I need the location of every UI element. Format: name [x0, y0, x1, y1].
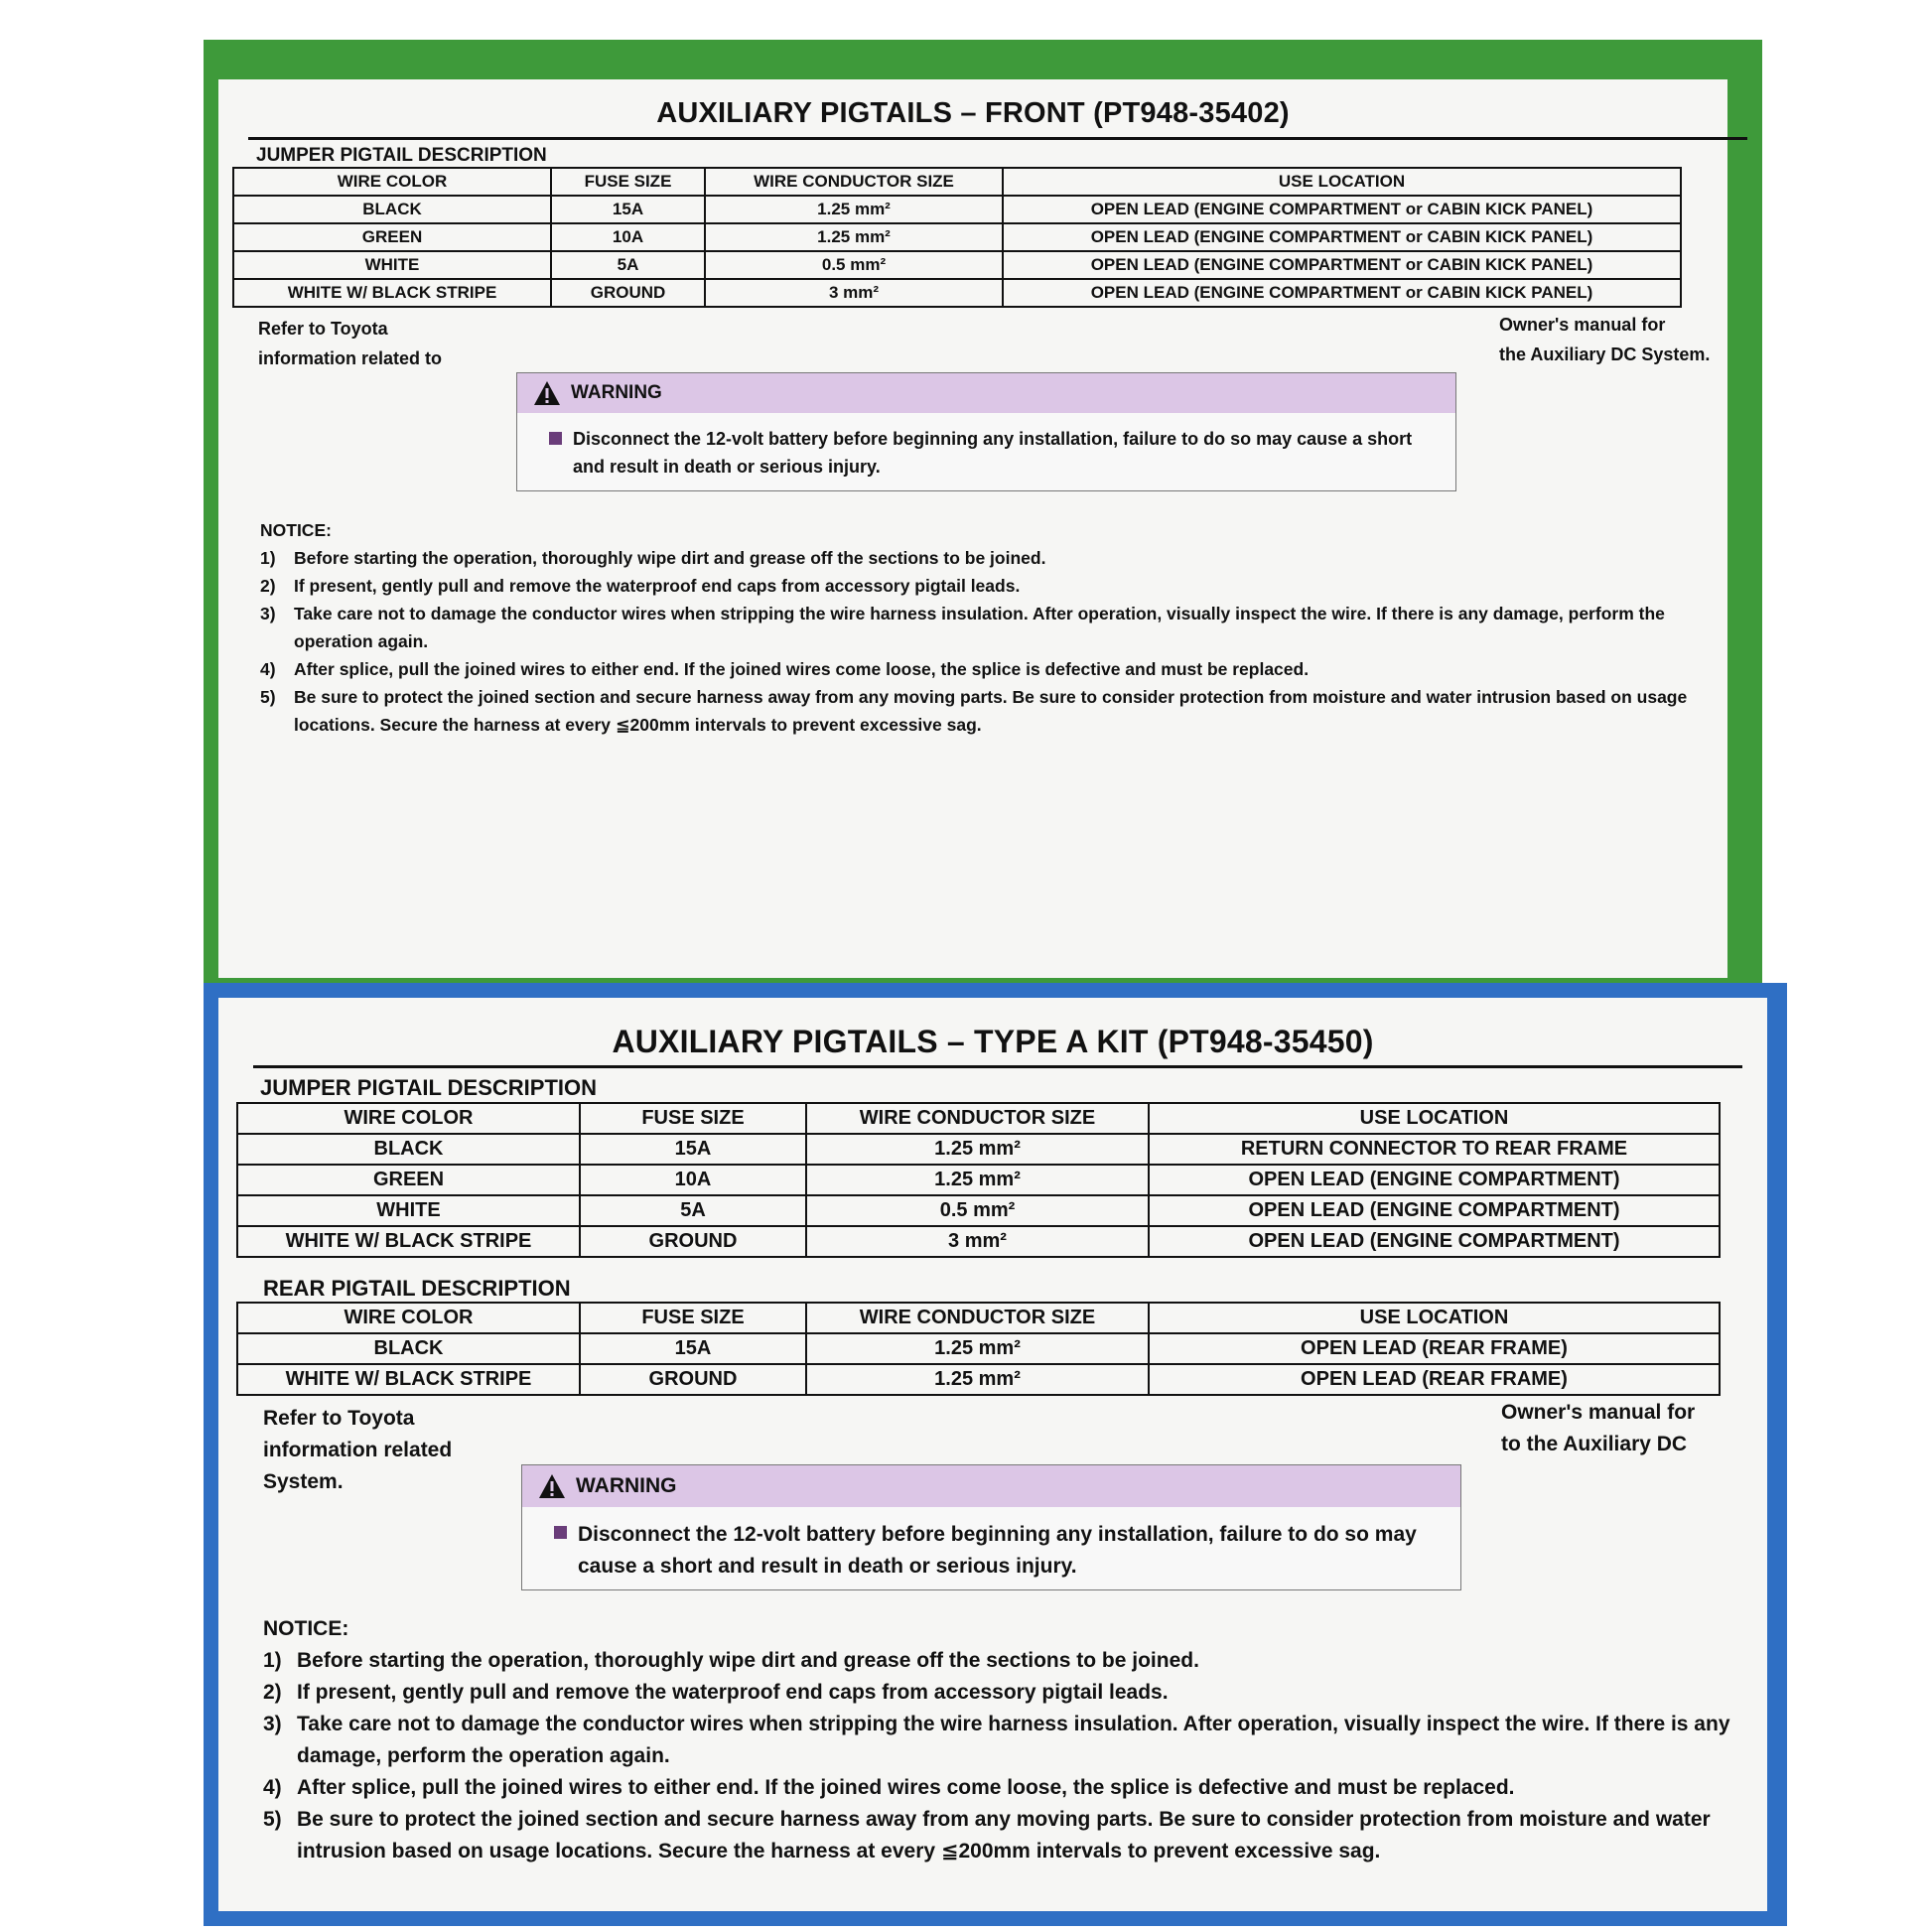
- header-conductor-size: WIRE CONDUCTOR SIZE: [705, 168, 1003, 196]
- cell-conductor-size: 1.25 mm²: [806, 1134, 1149, 1165]
- cell-conductor-size: 3 mm²: [705, 279, 1003, 307]
- table-row: [237, 1364, 1720, 1395]
- notice-text: If present, gently pull and remove the waterproof end caps from accessory pigtail leads.: [294, 576, 1021, 596]
- front-jumper-label: JUMPER PIGTAIL DESCRIPTION: [256, 145, 547, 166]
- notice-title: NOTICE:: [260, 520, 332, 540]
- list-item: [263, 1677, 1732, 1709]
- front-refer-left: [258, 314, 442, 373]
- warning-header: [522, 1465, 1460, 1507]
- cell-fuse-size: GROUND: [580, 1364, 806, 1395]
- list-item: [260, 544, 1710, 572]
- front-pigtail-card: [218, 79, 1727, 978]
- table-row: [237, 1165, 1720, 1195]
- cell-fuse-size: 5A: [580, 1195, 806, 1226]
- cell-use-location: RETURN CONNECTOR TO REAR FRAME: [1149, 1134, 1720, 1165]
- typea-rear-header-row: [237, 1303, 1720, 1333]
- refer-right-line: Owner's manual for: [1501, 1401, 1696, 1424]
- cell-use-location: OPEN LEAD (ENGINE COMPARTMENT): [1149, 1226, 1720, 1257]
- notice-text: Before starting the operation, thoroughly wipe dirt and grease off the sections to be joined.: [297, 1649, 1199, 1672]
- refer-right-line: Owner's manual for: [1499, 315, 1666, 335]
- list-item: [263, 1709, 1732, 1772]
- warning-title: WARNING: [571, 382, 662, 403]
- warning-text: Disconnect the 12-volt battery before beginning any installation, failure to do so may cause a short and result in death or serious injury.: [578, 1523, 1417, 1578]
- cell-conductor-size: 1.25 mm²: [806, 1165, 1149, 1195]
- header-use-location: USE LOCATION: [1149, 1103, 1720, 1134]
- cell-use-location: OPEN LEAD (ENGINE COMPARTMENT or CABIN KICK PANEL): [1003, 279, 1681, 307]
- warning-body: [517, 413, 1455, 481]
- front-jumper-table: [232, 167, 1682, 308]
- cell-conductor-size: 3 mm²: [806, 1226, 1149, 1257]
- typea-notice: [263, 1613, 1732, 1867]
- cell-fuse-size: 15A: [580, 1134, 806, 1165]
- header-use-location: USE LOCATION: [1149, 1303, 1720, 1333]
- front-title-rule: [248, 137, 1747, 140]
- list-item: [263, 1645, 1732, 1677]
- warning-title: WARNING: [576, 1474, 677, 1497]
- table-row: [237, 1195, 1720, 1226]
- cell-wire-color: WHITE W/ BLACK STRIPE: [237, 1364, 580, 1395]
- header-wire-color: WIRE COLOR: [237, 1303, 580, 1333]
- notice-number: 2): [260, 576, 276, 596]
- cell-conductor-size: 1.25 mm²: [705, 196, 1003, 223]
- refer-right-line: to the Auxiliary DC: [1501, 1433, 1688, 1455]
- table-row: [237, 1134, 1720, 1165]
- list-item: [260, 683, 1710, 739]
- header-use-location: USE LOCATION: [1003, 168, 1681, 196]
- refer-left-line: information related: [263, 1439, 453, 1461]
- notice-number: 3): [263, 1713, 282, 1735]
- notice-text: If present, gently pull and remove the waterproof end caps from accessory pigtail leads.: [297, 1681, 1169, 1704]
- cell-fuse-size: GROUND: [551, 279, 705, 307]
- typea-card-title: AUXILIARY PIGTAILS – TYPE A KIT (PT948-35450): [612, 1024, 1374, 1059]
- notice-number: 1): [263, 1649, 282, 1672]
- notice-number: 4): [260, 659, 276, 679]
- notice-text: After splice, pull the joined wires to either end. If the joined wires come loose, the splice is defective and must be replaced.: [294, 659, 1310, 679]
- cell-wire-color: GREEN: [233, 223, 551, 251]
- cell-fuse-size: GROUND: [580, 1226, 806, 1257]
- cell-use-location: OPEN LEAD (REAR FRAME): [1149, 1364, 1720, 1395]
- front-warning-box: [516, 372, 1456, 491]
- table-row: [237, 1226, 1720, 1257]
- cell-wire-color: BLACK: [237, 1333, 580, 1364]
- cell-conductor-size: 1.25 mm²: [806, 1333, 1149, 1364]
- header-fuse-size: FUSE SIZE: [580, 1103, 806, 1134]
- refer-left-line: Refer to Toyota: [263, 1407, 415, 1430]
- list-item: [263, 1804, 1732, 1867]
- front-refer-right: [1499, 310, 1710, 369]
- table-row: [233, 279, 1681, 307]
- cell-conductor-size: 1.25 mm²: [705, 223, 1003, 251]
- notice-text: After splice, pull the joined wires to either end. If the joined wires come loose, the splice is defective and must be replaced.: [297, 1776, 1515, 1799]
- header-conductor-size: WIRE CONDUCTOR SIZE: [806, 1303, 1149, 1333]
- warning-text: Disconnect the 12-volt battery before beginning any installation, failure to do so may cause a short and result in death or serious injury.: [573, 429, 1413, 477]
- table-row: [233, 223, 1681, 251]
- warning-body: [522, 1507, 1460, 1583]
- typea-title-rule: [253, 1065, 1742, 1068]
- cell-fuse-size: 10A: [580, 1165, 806, 1195]
- typea-jumper-table: [236, 1102, 1721, 1258]
- warning-bullet-icon: [549, 432, 562, 445]
- header-fuse-size: FUSE SIZE: [551, 168, 705, 196]
- cell-use-location: OPEN LEAD (ENGINE COMPARTMENT or CABIN KICK PANEL): [1003, 251, 1681, 279]
- header-conductor-size: WIRE CONDUCTOR SIZE: [806, 1103, 1149, 1134]
- cell-fuse-size: 5A: [551, 251, 705, 279]
- typea-refer-left: [263, 1403, 452, 1498]
- cell-wire-color: WHITE W/ BLACK STRIPE: [237, 1226, 580, 1257]
- notice-number: 5): [260, 687, 276, 707]
- notice-text: Take care not to damage the conductor wires when stripping the wire harness insulation. After operation, visually inspect the wire. If there is any damage, perform the operation again.: [297, 1713, 1730, 1767]
- front-card-title: AUXILIARY PIGTAILS – FRONT (PT948-35402): [656, 97, 1290, 129]
- cell-wire-color: WHITE: [237, 1195, 580, 1226]
- cell-fuse-size: 15A: [551, 196, 705, 223]
- cell-fuse-size: 10A: [551, 223, 705, 251]
- cell-conductor-size: 1.25 mm²: [806, 1364, 1149, 1395]
- cell-conductor-size: 0.5 mm²: [806, 1195, 1149, 1226]
- list-item: [260, 655, 1710, 683]
- notice-number: 1): [260, 548, 276, 568]
- notice-text: Before starting the operation, thoroughly wipe dirt and grease off the sections to be joined.: [294, 548, 1046, 568]
- front-table-header-row: [233, 168, 1681, 196]
- warning-triangle-icon: [533, 380, 561, 406]
- list-item: [260, 600, 1710, 655]
- front-notice: [260, 516, 1710, 739]
- table-row: [233, 196, 1681, 223]
- typea-rear-label: REAR PIGTAIL DESCRIPTION: [263, 1276, 571, 1301]
- cell-wire-color: BLACK: [237, 1134, 580, 1165]
- typea-warning-box: [521, 1464, 1461, 1590]
- cell-wire-color: BLACK: [233, 196, 551, 223]
- list-item: [263, 1772, 1732, 1804]
- typea-refer-right: [1501, 1397, 1695, 1460]
- table-row: [237, 1333, 1720, 1364]
- notice-number: 2): [263, 1681, 282, 1704]
- warning-header: [517, 373, 1455, 413]
- header-wire-color: WIRE COLOR: [237, 1103, 580, 1134]
- notice-text: Take care not to damage the conductor wires when stripping the wire harness insulation. After operation, visually inspect the wire. If there is any damage, perform the operation again.: [294, 604, 1665, 651]
- refer-left-line: Refer to Toyota: [258, 319, 388, 339]
- cell-wire-color: GREEN: [237, 1165, 580, 1195]
- cell-use-location: OPEN LEAD (ENGINE COMPARTMENT): [1149, 1165, 1720, 1195]
- list-item: [260, 572, 1710, 600]
- notice-number: 5): [263, 1808, 282, 1831]
- notice-number: 3): [260, 604, 276, 623]
- cell-use-location: OPEN LEAD (ENGINE COMPARTMENT): [1149, 1195, 1720, 1226]
- header-wire-color: WIRE COLOR: [233, 168, 551, 196]
- cell-wire-color: WHITE W/ BLACK STRIPE: [233, 279, 551, 307]
- cell-wire-color: WHITE: [233, 251, 551, 279]
- warning-triangle-icon: [538, 1473, 566, 1499]
- typea-pigtail-card: [218, 998, 1767, 1911]
- cell-use-location: OPEN LEAD (ENGINE COMPARTMENT or CABIN KICK PANEL): [1003, 196, 1681, 223]
- header-fuse-size: FUSE SIZE: [580, 1303, 806, 1333]
- warning-bullet-icon: [554, 1526, 567, 1539]
- notice-text: Be sure to protect the joined section and secure harness away from any moving parts. Be sure to consider protection from moisture and water intrusion based on usage locations. Secure the harness at every ≦200mm intervals to prevent excessive sag.: [294, 687, 1688, 735]
- cell-use-location: OPEN LEAD (REAR FRAME): [1149, 1333, 1720, 1364]
- refer-left-line: information related to: [258, 348, 443, 368]
- notice-number: 4): [263, 1776, 282, 1799]
- cell-fuse-size: 15A: [580, 1333, 806, 1364]
- table-row: [233, 251, 1681, 279]
- typea-jumper-label: JUMPER PIGTAIL DESCRIPTION: [260, 1075, 598, 1100]
- cell-conductor-size: 0.5 mm²: [705, 251, 1003, 279]
- refer-right-line: the Auxiliary DC System.: [1499, 345, 1711, 364]
- typea-jumper-header-row: [237, 1103, 1720, 1134]
- notice-title: NOTICE:: [263, 1617, 349, 1640]
- notice-text: Be sure to protect the joined section and secure harness away from any moving parts. Be sure to consider protection from moisture and water intrusion based on usage locations. Secure the harness at every ≦200mm intervals to prevent excessive sag.: [297, 1808, 1711, 1863]
- cell-use-location: OPEN LEAD (ENGINE COMPARTMENT or CABIN KICK PANEL): [1003, 223, 1681, 251]
- typea-rear-table: [236, 1302, 1721, 1396]
- refer-left-line: System.: [263, 1470, 344, 1493]
